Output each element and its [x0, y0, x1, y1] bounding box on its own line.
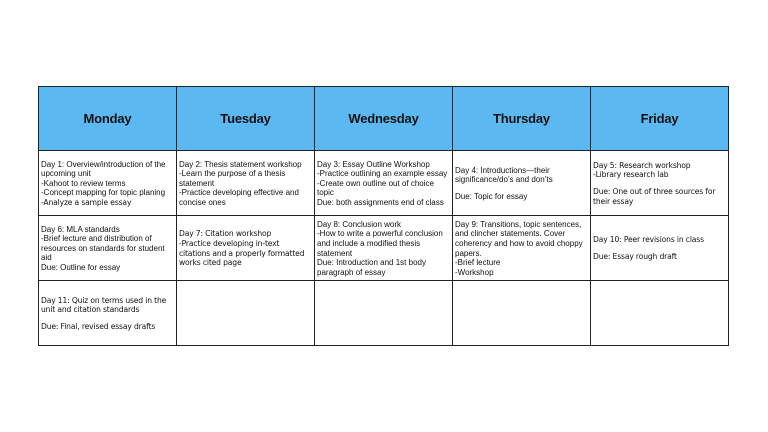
- cell-due: Due: Final, revised essay drafts: [41, 321, 156, 331]
- schedule-cell-day-4: [453, 151, 591, 216]
- schedule-cell-day-10: [591, 216, 729, 281]
- cell-line: Day 4: Introductions—their significance/do’s and don’ts: [455, 165, 553, 185]
- schedule-cell-empty: [453, 281, 591, 346]
- cell-line: Due: Outline for essay: [41, 262, 121, 272]
- schedule-cell-day-6: [39, 216, 177, 281]
- cell-line: -Practice outlining an example essay: [317, 169, 448, 179]
- cell-line: Day 6: MLA standards: [41, 224, 120, 234]
- cell-line: -Workshop: [455, 267, 494, 277]
- schedule-cell-day-9: [453, 216, 591, 281]
- schedule-cell-empty: [591, 281, 729, 346]
- cell-line: Day 5: Research workshop: [593, 160, 691, 170]
- line-gap: [593, 245, 726, 252]
- schedule-cell-empty: [177, 281, 315, 346]
- cell-line: Day 10: Peer revisions in class: [593, 235, 704, 245]
- cell-line: -Brief lecture and distribution of resources on standards for student aid: [41, 234, 165, 263]
- day-header-monday: Monday: [39, 87, 177, 151]
- cell-line: Due: both assignments end of class: [317, 197, 444, 207]
- day-header-wednesday: Wednesday: [315, 87, 453, 151]
- week-row-1: [39, 151, 729, 216]
- cell-due: Due: Topic for essay: [455, 191, 528, 201]
- cell-line: Day 11: Quiz on terms used in the unit and citation standards: [41, 295, 167, 315]
- day-header-tuesday: Tuesday: [177, 87, 315, 151]
- schedule-cell-day-7: [177, 216, 315, 281]
- schedule-cell-day-1: [39, 151, 177, 216]
- schedule-cell-day-8: [315, 216, 453, 281]
- unit-schedule-table: [38, 86, 729, 346]
- cell-line: -Concept mapping for topic planing: [41, 188, 166, 198]
- cell-line: -Brief lecture: [455, 258, 501, 268]
- day-header-friday: Friday: [591, 87, 729, 151]
- cell-line: -Practice developing in-text citations and a properly formatted works cited page: [179, 238, 305, 268]
- cell-line: Day 1: Overview/introduction of the upcoming unit: [41, 159, 166, 179]
- cell-line: Day 8: Conclusion work: [317, 219, 402, 229]
- cell-line: Day 9: Transitions, topic sentences, and clincher statements. Cover coherency and how to avoid choppy papers.: [455, 219, 583, 258]
- cell-due: Due: Essay rough draft: [593, 252, 677, 261]
- cell-line: Due: Introduction and 1st body paragraph of essay: [317, 258, 426, 277]
- cell-line: -How to write a powerful conclusion and include a modified thesis statement: [317, 229, 443, 258]
- cell-line: -Practice developing effective and concise ones: [179, 188, 299, 207]
- week-row-3: [39, 281, 729, 346]
- cell-line: Day 3: Essay Outline Workshop: [317, 159, 430, 169]
- schedule-cell-day-3: [315, 151, 453, 216]
- cell-line: -Create own outline out of choice topic: [317, 178, 434, 198]
- cell-line: -Learn the purpose of a thesis statement: [179, 169, 286, 188]
- cell-line: -Analyze a sample essay: [41, 197, 132, 207]
- schedule-cell-day-2: [177, 151, 315, 216]
- line-gap: [455, 185, 588, 192]
- day-header-thursday: Thursday: [453, 87, 591, 151]
- cell-line: Day 2: Thesis statement workshop: [179, 159, 302, 169]
- cell-line: -Kahoot to review terms: [41, 178, 126, 188]
- schedule-cell-day-11: [39, 281, 177, 346]
- week-row-2: [39, 216, 729, 281]
- cell-line: Day 7: Citation workshop: [179, 229, 272, 239]
- schedule-cell-day-5: [591, 151, 729, 216]
- cell-due: Due: One out of three sources for their essay: [593, 187, 716, 206]
- line-gap: [41, 315, 174, 322]
- header-row: [39, 87, 729, 151]
- line-gap: [593, 180, 726, 187]
- schedule-cell-empty: [315, 281, 453, 346]
- cell-line: -Library research lab: [593, 170, 669, 180]
